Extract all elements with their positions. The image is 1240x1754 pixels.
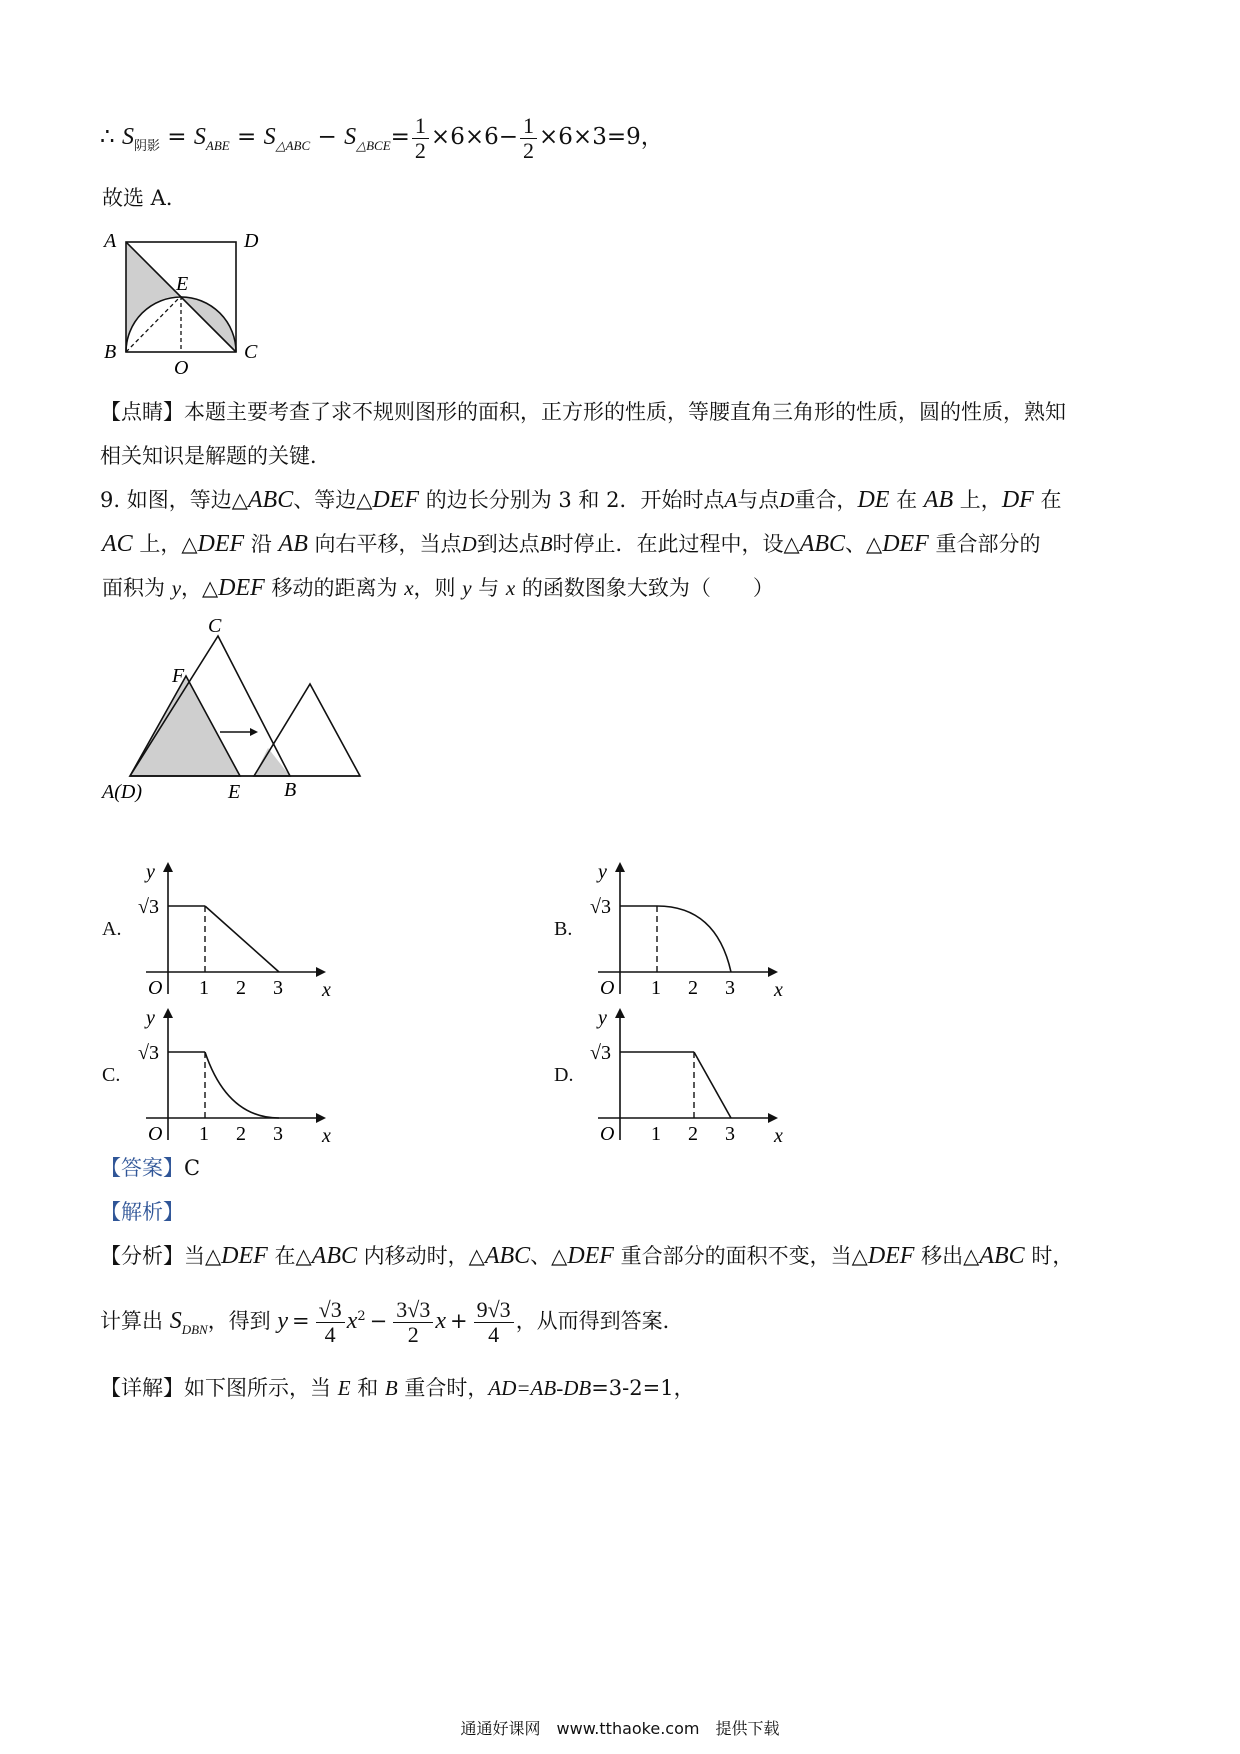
q9-l3-a: 面积为 bbox=[102, 576, 172, 600]
label-e: E bbox=[176, 273, 189, 295]
answer-line bbox=[100, 1154, 200, 1182]
expr1: ×6×6− bbox=[430, 124, 519, 150]
xiangjie-d: =3-2=1， bbox=[591, 1376, 695, 1400]
fenxi-def1: DEF bbox=[221, 1243, 268, 1269]
option-a-label[interactable]: A. bbox=[102, 918, 122, 940]
x-axis-arrow bbox=[316, 967, 326, 977]
calc-eq: = bbox=[292, 1309, 310, 1333]
calc-f3-den: 4 bbox=[488, 1322, 500, 1347]
y-axis-arrow bbox=[615, 1008, 625, 1018]
label-f: F bbox=[172, 665, 185, 687]
jiexi-tag: 【解析】 bbox=[100, 1200, 184, 1224]
expr2: ×6×3=9 bbox=[539, 124, 641, 150]
fenxi-f: 移出 bbox=[914, 1244, 964, 1268]
triangle-symbol: △ bbox=[783, 532, 800, 556]
triangle-symbol: △ bbox=[356, 488, 373, 512]
fenxi-abc1: ABC bbox=[311, 1243, 357, 1269]
y-axis-label: y bbox=[146, 861, 155, 883]
dianjing-text1: 本题主要考查了求不规则图形的面积，正方形的性质，等腰直角三角形的性质，圆的性质，熟知 bbox=[184, 400, 1066, 424]
calc-f2-num: 3√3 bbox=[393, 1298, 433, 1323]
s-bce: S bbox=[344, 124, 357, 150]
q9-l3-f: 的函数图象大致为（ ） bbox=[515, 576, 774, 600]
calc-f1-num: √3 bbox=[316, 1298, 345, 1323]
answer-tag: 【答案】 bbox=[100, 1156, 184, 1180]
label-b: B bbox=[284, 779, 297, 801]
y-axis-label: y bbox=[598, 1007, 607, 1029]
q9-l2-AB: AB bbox=[278, 531, 308, 557]
frac2-num: 1 bbox=[520, 114, 537, 139]
q9-l1-e: 重合， bbox=[794, 488, 858, 512]
calc-sq: 2 bbox=[357, 1309, 366, 1324]
q9-l1-c: 的边长分别为 3 和 2．开始时点 bbox=[419, 488, 725, 512]
calc-line bbox=[100, 1290, 684, 1357]
calc-x1: x bbox=[435, 1308, 446, 1334]
calc-c: ，从而得到答案． bbox=[515, 1309, 684, 1333]
tick-label-2: 2 bbox=[236, 1123, 246, 1145]
origin-label: O bbox=[148, 977, 163, 999]
label-a: A bbox=[104, 230, 117, 252]
fenxi-def3: DEF bbox=[867, 1243, 915, 1269]
y-axis-label: y bbox=[146, 1007, 155, 1029]
q9-l3-d: ，则 bbox=[413, 576, 463, 600]
figure-square-semicircle bbox=[96, 222, 286, 382]
fenxi-b: 在 bbox=[267, 1244, 296, 1268]
s-abc-sub: △ABC bbox=[275, 138, 311, 153]
label-b: B bbox=[104, 341, 117, 363]
q9-l3-def: DEF bbox=[218, 575, 265, 601]
tick-label-2: 2 bbox=[688, 1123, 698, 1145]
q9-l1-h: 在 bbox=[1033, 488, 1062, 512]
curve-segment bbox=[205, 1052, 279, 1118]
sqrt3-tick-label: √3 bbox=[590, 1042, 611, 1064]
xiangjie-B: B bbox=[384, 1376, 398, 1400]
xiangjie-expr: AD=AB-DB bbox=[488, 1376, 592, 1400]
triangle-symbol: △ bbox=[851, 1244, 868, 1268]
q9-l2-g: 重合部分的 bbox=[928, 532, 1041, 556]
fenxi-abc2: ABC bbox=[484, 1243, 531, 1269]
label-ad: A(D) bbox=[102, 781, 142, 803]
q9-line3 bbox=[102, 574, 774, 602]
tick-label-3: 3 bbox=[725, 977, 735, 999]
xiangjie-E: E bbox=[337, 1376, 351, 1400]
x-axis-arrow bbox=[316, 1113, 326, 1123]
fenxi-g: 时， bbox=[1024, 1244, 1074, 1268]
x-axis-label: x bbox=[322, 979, 331, 1001]
tick-label-3: 3 bbox=[725, 1123, 735, 1145]
q9-line1 bbox=[100, 486, 1062, 514]
q9-l1-a: 9. 如图，等边 bbox=[100, 488, 232, 512]
q9-l3-c: 移动的距离为 bbox=[264, 576, 405, 600]
eq2: = bbox=[237, 124, 257, 150]
q9-l3-x2: x bbox=[505, 576, 516, 600]
q9-l1-DE: DE bbox=[857, 487, 890, 513]
q9-l1-DF: DF bbox=[1001, 487, 1034, 513]
q9-l2-AC: AC bbox=[102, 531, 133, 557]
q9-l1-def: DEF bbox=[372, 487, 420, 513]
x-axis-label: x bbox=[774, 979, 783, 1001]
y-axis-arrow bbox=[163, 862, 173, 872]
calc-a: 计算出 bbox=[100, 1309, 170, 1333]
graph-option-d bbox=[588, 1000, 788, 1150]
shaded-overlap bbox=[254, 748, 290, 776]
tick-label-1: 1 bbox=[651, 1123, 661, 1145]
tail: ， bbox=[640, 124, 664, 150]
therefore-sign: ∴ bbox=[100, 124, 115, 150]
calc-plus: + bbox=[450, 1309, 468, 1333]
q9-l1-g: 上， bbox=[953, 488, 1002, 512]
calc-f3-num: 9√3 bbox=[474, 1298, 514, 1323]
y-axis-arrow bbox=[615, 862, 625, 872]
s-bce-sub: △BCE bbox=[356, 138, 391, 153]
fenxi-a: 当 bbox=[184, 1244, 205, 1268]
q9-l3-y: y bbox=[171, 576, 182, 600]
choose-a-text: 故选 A． bbox=[102, 186, 187, 210]
x-axis-arrow bbox=[768, 1113, 778, 1123]
calc-f1-den: 4 bbox=[324, 1322, 336, 1347]
fraction-half-1 bbox=[412, 114, 429, 163]
xiangjie-b: 和 bbox=[350, 1376, 385, 1400]
fraction-half-2 bbox=[520, 114, 537, 163]
xiangjie-c: 重合时， bbox=[397, 1376, 489, 1400]
s-shadow-sub: 阴影 bbox=[133, 139, 160, 154]
fenxi-def2: DEF bbox=[567, 1243, 614, 1269]
frac1-num: 1 bbox=[412, 114, 429, 139]
triangle-symbol: △ bbox=[468, 1244, 485, 1268]
graph-option-a bbox=[136, 854, 336, 1004]
curve-segment bbox=[694, 1052, 731, 1118]
tick-label-2: 2 bbox=[236, 977, 246, 999]
tick-label-3: 3 bbox=[273, 977, 283, 999]
q9-l2-B: B bbox=[539, 532, 553, 556]
q9-l2-f: 、 bbox=[845, 532, 867, 556]
calc-f2-den: 2 bbox=[407, 1322, 419, 1347]
dianjing-line2: 相关知识是解题的关键． bbox=[100, 444, 331, 468]
s-shadow: S bbox=[121, 124, 134, 150]
label-o: O bbox=[174, 357, 189, 379]
footer-text: 通通好课网 www.tthaoke.com 提供下载 bbox=[460, 1719, 780, 1738]
label-c: C bbox=[208, 615, 222, 637]
origin-label: O bbox=[600, 977, 615, 999]
option-b-label[interactable]: B. bbox=[554, 918, 573, 940]
xiangjie-a: 如下图所示，当 bbox=[184, 1376, 338, 1400]
calc-s-sub: DBN bbox=[181, 1322, 208, 1337]
frac2-den: 2 bbox=[523, 137, 535, 163]
origin-label: O bbox=[600, 1123, 615, 1145]
triangle-symbol: △ bbox=[202, 576, 219, 600]
q9-l3-e: 与 bbox=[471, 576, 506, 600]
q9-l1-f: 在 bbox=[889, 488, 924, 512]
graph-option-b bbox=[588, 854, 788, 1004]
q9-l2-d: 到达点 bbox=[476, 532, 540, 556]
q9-l1-D: D bbox=[779, 488, 795, 512]
q9-l1-AB: AB bbox=[923, 487, 954, 513]
triangle-symbol: △ bbox=[181, 532, 198, 556]
q9-l2-b: 沿 bbox=[244, 532, 279, 556]
calc-b: ，得到 bbox=[207, 1309, 278, 1333]
x-axis-arrow bbox=[768, 967, 778, 977]
x-axis-label: x bbox=[322, 1125, 331, 1147]
dianjing-line1 bbox=[100, 398, 1066, 426]
xiangjie-tag: 【详解】 bbox=[100, 1376, 184, 1400]
answer-value: C bbox=[184, 1156, 201, 1180]
sqrt3-tick-label: √3 bbox=[138, 1042, 159, 1064]
q9-l2-D: D bbox=[461, 532, 477, 556]
calc-y: y bbox=[277, 1308, 289, 1334]
origin-label: O bbox=[148, 1123, 163, 1145]
q9-l1-abc: ABC bbox=[247, 487, 294, 513]
q9-l2-def: DEF bbox=[197, 531, 245, 557]
frac1-den: 2 bbox=[414, 137, 426, 163]
label-d: D bbox=[244, 230, 259, 252]
dianjing-tag: 【点睛】 bbox=[100, 400, 184, 424]
q9-l2-def2: DEF bbox=[882, 531, 929, 557]
shaded-triangle-def bbox=[130, 676, 240, 776]
frac-9sqrt3-over-4 bbox=[474, 1298, 514, 1347]
graph-option-c bbox=[136, 1000, 336, 1150]
eq1: = bbox=[167, 124, 187, 150]
frac-3sqrt3-over-2 bbox=[393, 1298, 433, 1347]
triangle-symbol: △ bbox=[963, 1244, 980, 1268]
formula-line bbox=[100, 112, 664, 172]
fenxi-d: 、 bbox=[530, 1244, 552, 1268]
minus: − bbox=[317, 124, 337, 150]
frac-sqrt3-over-4 bbox=[316, 1298, 345, 1347]
q9-l3-x: x bbox=[404, 576, 414, 600]
q9-l1-b: 、等边 bbox=[293, 488, 357, 512]
q9-line2 bbox=[102, 530, 1041, 558]
q9-l2-c: 向右平移，当点 bbox=[307, 532, 462, 556]
fenxi-abc3: ABC bbox=[979, 1243, 1025, 1269]
triangle-symbol: △ bbox=[205, 1244, 222, 1268]
s-abc: S bbox=[263, 124, 276, 150]
y-axis-label: y bbox=[598, 861, 607, 883]
x-axis-label: x bbox=[774, 1125, 783, 1147]
s-abe-sub: ABE bbox=[205, 138, 230, 153]
arrow-head bbox=[250, 728, 258, 736]
tick-label-3: 3 bbox=[273, 1123, 283, 1145]
curve-segment bbox=[657, 906, 731, 972]
q9-l1-A: A bbox=[724, 488, 738, 512]
sqrt3-tick-label: √3 bbox=[590, 896, 611, 918]
triangle-symbol: △ bbox=[295, 1244, 312, 1268]
q9-l2-abc: ABC bbox=[799, 531, 846, 557]
tick-label-2: 2 bbox=[688, 977, 698, 999]
option-c-label[interactable]: C. bbox=[102, 1064, 121, 1086]
figure-triangles bbox=[98, 610, 378, 810]
s-abe: S bbox=[193, 124, 206, 150]
curve-segment bbox=[205, 906, 279, 972]
fenxi-c: 内移动时， bbox=[356, 1244, 469, 1268]
tick-label-1: 1 bbox=[199, 1123, 209, 1145]
xiangjie-line bbox=[100, 1374, 695, 1402]
q9-l3-b: ， bbox=[181, 576, 203, 600]
fenxi-line bbox=[100, 1242, 1073, 1270]
sqrt3-tick-label: √3 bbox=[138, 896, 159, 918]
tick-label-1: 1 bbox=[651, 977, 661, 999]
calc-minus: − bbox=[369, 1309, 388, 1333]
calc-x2: x bbox=[346, 1308, 358, 1334]
label-c: C bbox=[244, 341, 258, 363]
triangle-symbol: △ bbox=[231, 488, 248, 512]
triangle-symbol: △ bbox=[866, 532, 883, 556]
y-axis-arrow bbox=[163, 1008, 173, 1018]
fenxi-e: 重合部分的面积不变，当 bbox=[613, 1244, 852, 1268]
calc-s: S bbox=[169, 1308, 182, 1334]
q9-l1-d: 与点 bbox=[737, 488, 780, 512]
triangle-symbol: △ bbox=[551, 1244, 568, 1268]
q9-l2-a: 上， bbox=[132, 532, 182, 556]
eq3: = bbox=[390, 124, 410, 150]
q9-l3-y2: y bbox=[462, 576, 472, 600]
option-d-label[interactable]: D. bbox=[554, 1064, 574, 1086]
label-e: E bbox=[228, 781, 241, 803]
fenxi-tag: 【分析】 bbox=[100, 1244, 184, 1268]
q9-l2-e: 时停止．在此过程中，设 bbox=[552, 532, 784, 556]
tick-label-1: 1 bbox=[199, 977, 209, 999]
